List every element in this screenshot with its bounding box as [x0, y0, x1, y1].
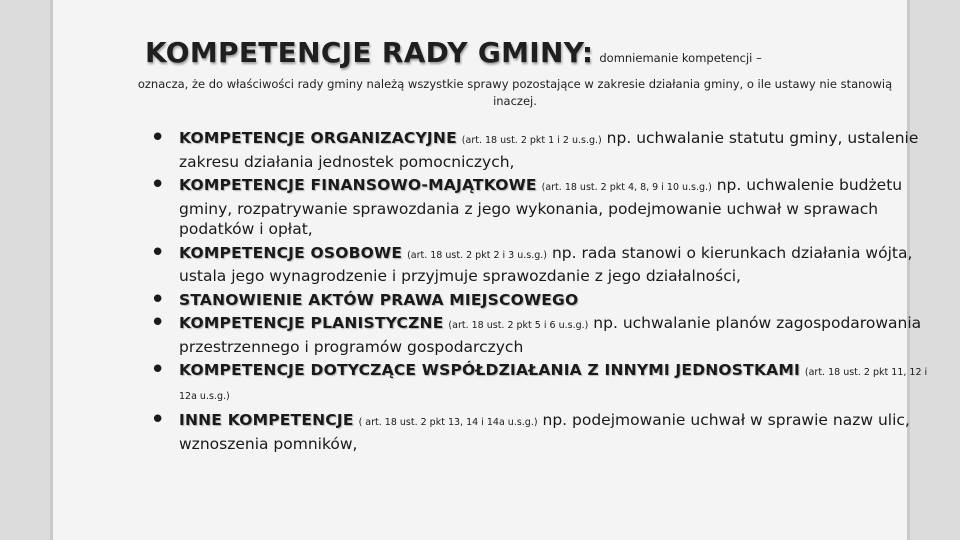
item-text: np. uchwalanie statutu gminy, ustalenie zakresu działania jednostek pomocniczych,: [179, 129, 919, 171]
bullet-icon: •: [150, 284, 166, 315]
item-heading: KOMPETENCJE FINANSOWO-MAJĄTKOWE: [179, 176, 537, 194]
item-heading: STANOWIENIE AKTÓW PRAWA MIEJSCOWEGO: [179, 290, 579, 309]
list-item: [150, 308, 940, 357]
bullet-icon: •: [150, 308, 166, 338]
title-note: domniemanie kompetencji –: [599, 51, 762, 65]
item-text: np. rada stanowi o kierunkach działania wójta, ustala jego wynagrodzenie i przyjmuje sprawozdanie z jego działalności,: [179, 243, 913, 285]
item-reference: (art. 18 ust. 2 pkt 2 i 3 u.s.g.): [407, 249, 547, 261]
list-item: [150, 123, 940, 172]
bullet-icon: •: [150, 170, 166, 200]
list-item: [150, 170, 940, 240]
item-reference: ( art. 18 ust. 2 pkt 13, 14 i 14a u.s.g.): [358, 417, 538, 428]
intro-text: oznacza, że do właściwości rady gminy należą wszystkie sprawy pozostające w zakresie działania gminy, o ile ustawy nie stanowią inaczej.: [137, 77, 893, 108]
item-reference: (art. 18 ust. 2 pkt 11, 12 i 12a u.s.g.): [179, 367, 928, 402]
item-heading: INNE KOMPETENCJE: [179, 411, 354, 429]
item-heading: KOMPETENCJE PLANISTYCZNE: [179, 314, 444, 332]
item-heading: KOMPETENCJE ORGANIZACYJNE: [179, 129, 457, 147]
list-item: [150, 237, 940, 287]
item-heading: KOMPETENCJE DOTYCZĄCE WSPÓŁDZIAŁANIA Z INNYMI JEDNOSTKAMI: [179, 361, 800, 379]
competence-list: [150, 123, 940, 457]
item-text: np. uchwalanie planów zagospodarowania przestrzennego i programów gospodarczych: [179, 314, 922, 356]
bullet-icon: •: [150, 123, 166, 153]
item-text: np. uchwalenie budżetu gminy, rozpatrywanie sprawozdania z jego wykonania, podejmowanie uchwał w sprawach podatków i opłat,: [179, 176, 903, 238]
list-item: [150, 284, 940, 315]
title-main: KOMPETENCJE RADY GMINY:: [145, 36, 594, 69]
slide-title: [145, 36, 762, 69]
bullet-icon: •: [150, 355, 166, 385]
item-reference: (art. 18 ust. 2 pkt 4, 8, 9 i 10 u.s.g.): [541, 182, 712, 193]
list-item: [150, 355, 940, 407]
list-item: [150, 405, 940, 454]
bullet-icon: •: [150, 237, 166, 268]
item-reference: (art. 18 ust. 2 pkt 5 i 6 u.s.g.): [448, 320, 589, 331]
item-reference: (art. 18 ust. 2 pkt 1 i 2 u.s.g.): [461, 135, 602, 146]
item-heading: KOMPETENCJE OSOBOWE: [179, 243, 403, 262]
bullet-icon: •: [150, 405, 166, 435]
item-text: np. podejmowanie uchwał w sprawie nazw ulic, wznoszenia pomników,: [179, 411, 910, 453]
